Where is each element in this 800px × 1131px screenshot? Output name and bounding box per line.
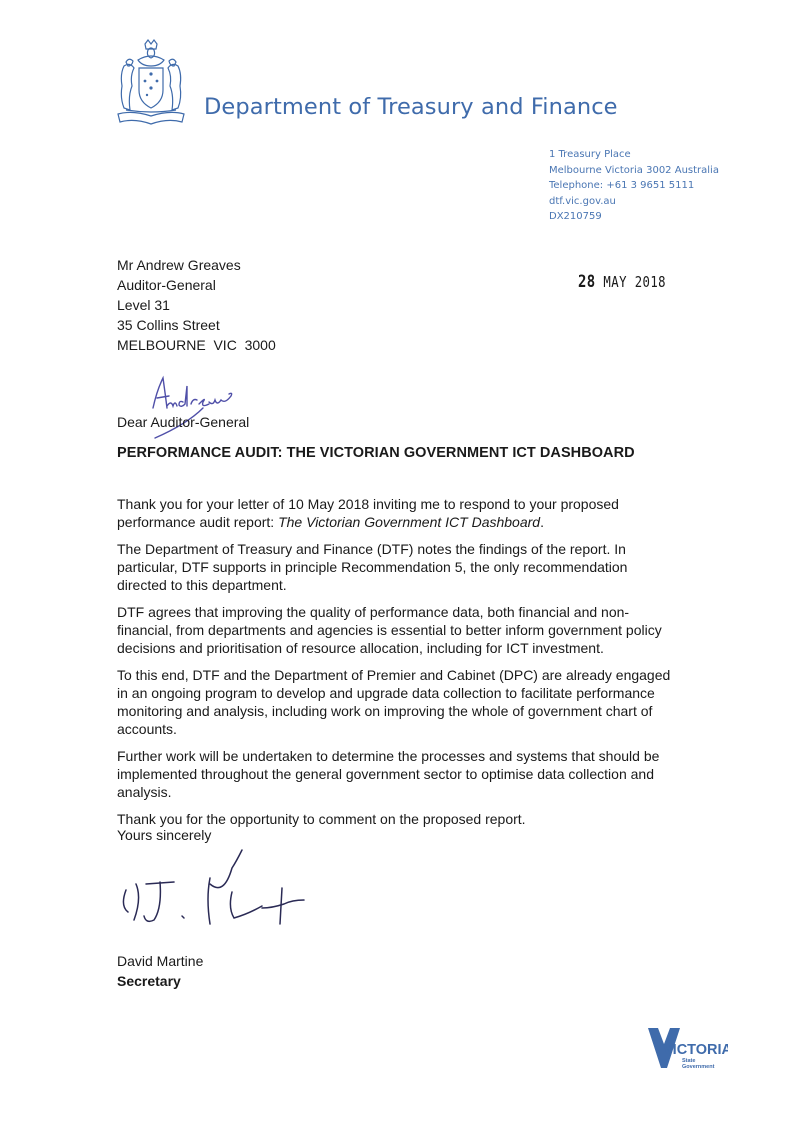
dx-line: DX210759 [549,211,602,222]
letter-body [117,495,677,837]
signatory [117,951,203,991]
website-line: dtf.vic.gov.au [549,195,616,207]
signatory-name: David Martine [117,953,204,969]
handwritten-salutation-signature [147,372,257,442]
body-paragraph: DTF agrees that improving the quality of performance data, both financial and non-financial, from departments and agencies is essential to better inform government policy decisions and prioritisation of resource allocation, including for ICT investment. [117,604,662,656]
report-title: The Victorian Government ICT Dashboard [278,514,541,530]
letter-subject: PERFORMANCE AUDIT: THE VICTORIAN GOVERNMENT ICT DASHBOARD [117,445,635,461]
handwritten-signature [112,848,312,948]
body-paragraph: Further work will be undertaken to determine the processes and systems that should be implemented throughout the general government sector to optimise data collection and analysis. [117,748,660,800]
signatory-title: Secretary [117,973,181,989]
body-paragraph: The Department of Treasury and Finance (DTF) notes the findings of the report. In particular, DTF supports in principle Recommendation 5, the only recommendation directed to this department. [117,541,628,593]
recipient-line: MELBOURNE VIC 3000 [117,337,276,353]
body-paragraph: Thank you for the opportunity to comment on the proposed report. [117,811,526,827]
recipient-address [117,255,276,355]
victoria-state-government-logo [648,1026,728,1076]
address-line: 1 Treasury Place [549,149,631,160]
date-stamp-day: 28 [578,272,596,292]
coat-of-arms-icon [112,38,190,130]
victoria-wordmark: VICTORIA [663,1042,728,1058]
recipient-line: Level 31 [117,297,170,313]
date-stamp-month-year: MAY 2018 [603,273,666,291]
salutation: Dear Auditor-General [117,414,250,430]
department-name: Department of Treasury and Finance [204,94,618,120]
recipient-line: Auditor-General [117,277,216,293]
address-line: Melbourne Victoria 3002 Australia [549,164,719,176]
recipient-line: 35 Collins Street [117,317,220,333]
body-paragraph: To this end, DTF and the Department of Premier and Cabinet (DPC) are already engaged in an ongoing program to develop and upgrade data collection to facilitate performance monitoring and analysis, including work on improving the whole of government chart of accounts. [117,667,671,737]
logo-state-text: State [682,1058,696,1064]
date-stamp [578,272,666,292]
logo-government-text: Government [682,1064,715,1070]
recipient-line: Mr Andrew Greaves [117,257,241,273]
body-paragraph: Thank you for your letter of 10 May 2018 inviting me to respond to your proposed performance audit report: The Victorian Government ICT Dashboard. [117,496,619,530]
closing: Yours sincerely [117,827,212,843]
department-address [549,147,719,225]
telephone-line: Telephone: +61 3 9651 5111 [549,180,695,191]
